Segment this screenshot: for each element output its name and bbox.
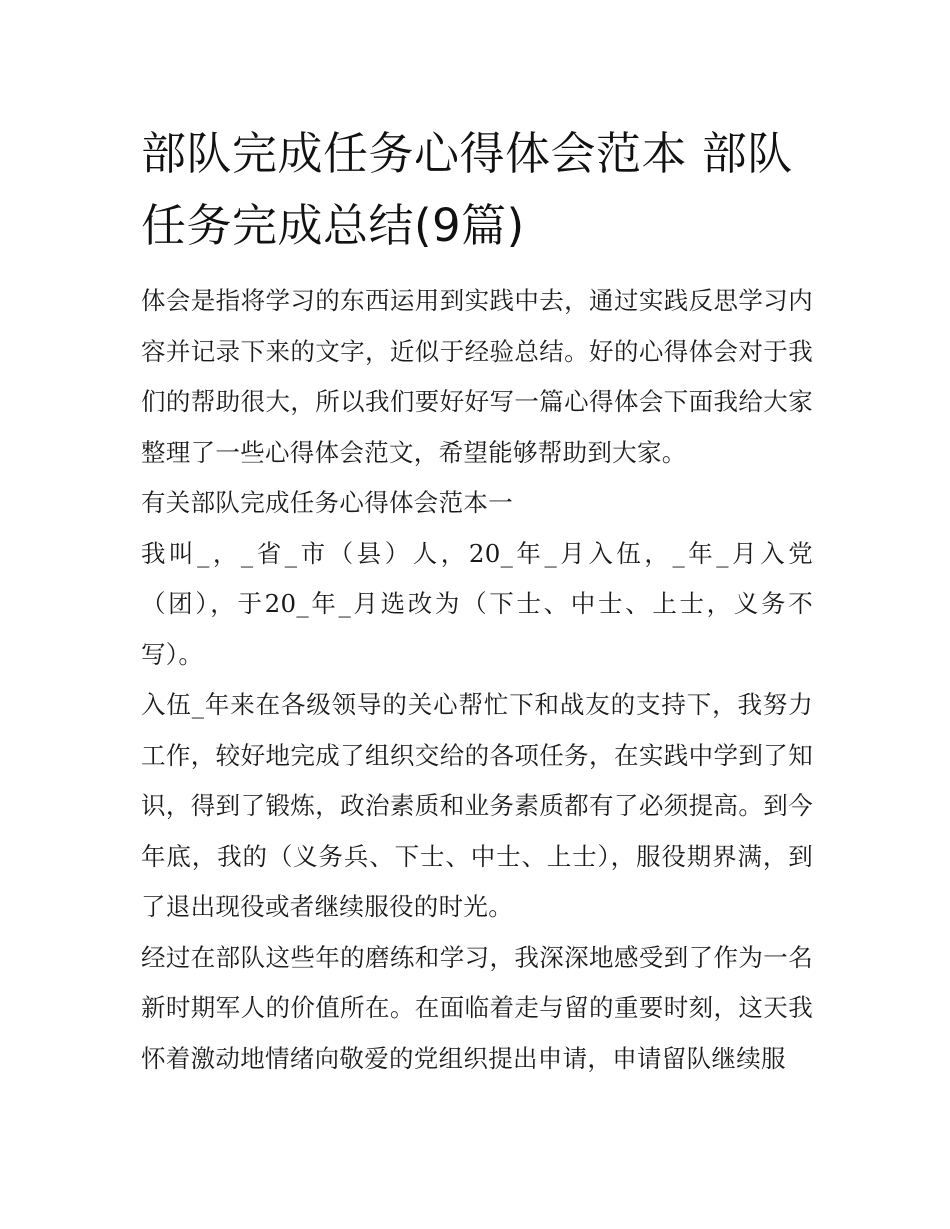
section-heading: 有关部队完成任务心得体会范本一 — [141, 488, 513, 517]
body-paragraph: 我叫_，_省_市（县）人，20_年_月入伍，_年_月入党（团），于20_年_月选改为（下士、中士、上士，义务不写）。 — [141, 538, 813, 669]
intro-paragraph: 体会是指将学习的东西运用到实践中去，通过实践反思学习内容并记录下来的文字，近似于经验总结。好的心得体会对于我们的帮助很大，所以我们要好好写一篇心得体会下面我给大家整理了一些心得体会范文，希望能够帮助到大家。 — [141, 286, 813, 467]
document-title: 部队完成任务心得体会范本 部队任务完成总结(9篇) — [141, 127, 793, 252]
body-paragraph: 入伍_年来在各级领导的关心帮忙下和战友的支持下，我努力工作，较好地完成了组织交给的各项任务，在实践中学到了知识，得到了锻炼，政治素质和业务素质都有了必须提高。到今年底，我的（义务兵、下士、中士、上士），服役期界满，到了退出现役或者继续服役的时光。 — [141, 690, 813, 921]
body-paragraph: 经过在部队这些年的磨练和学习，我深深地感受到了作为一名新时期军人的价值所在。在面临着走与留的重要时刻，这天我怀着激动地情绪向敬爱的党组织提出申请，申请留队继续服 — [141, 942, 813, 1073]
document-page — [141, 118, 813, 1084]
document-body — [141, 276, 813, 1084]
